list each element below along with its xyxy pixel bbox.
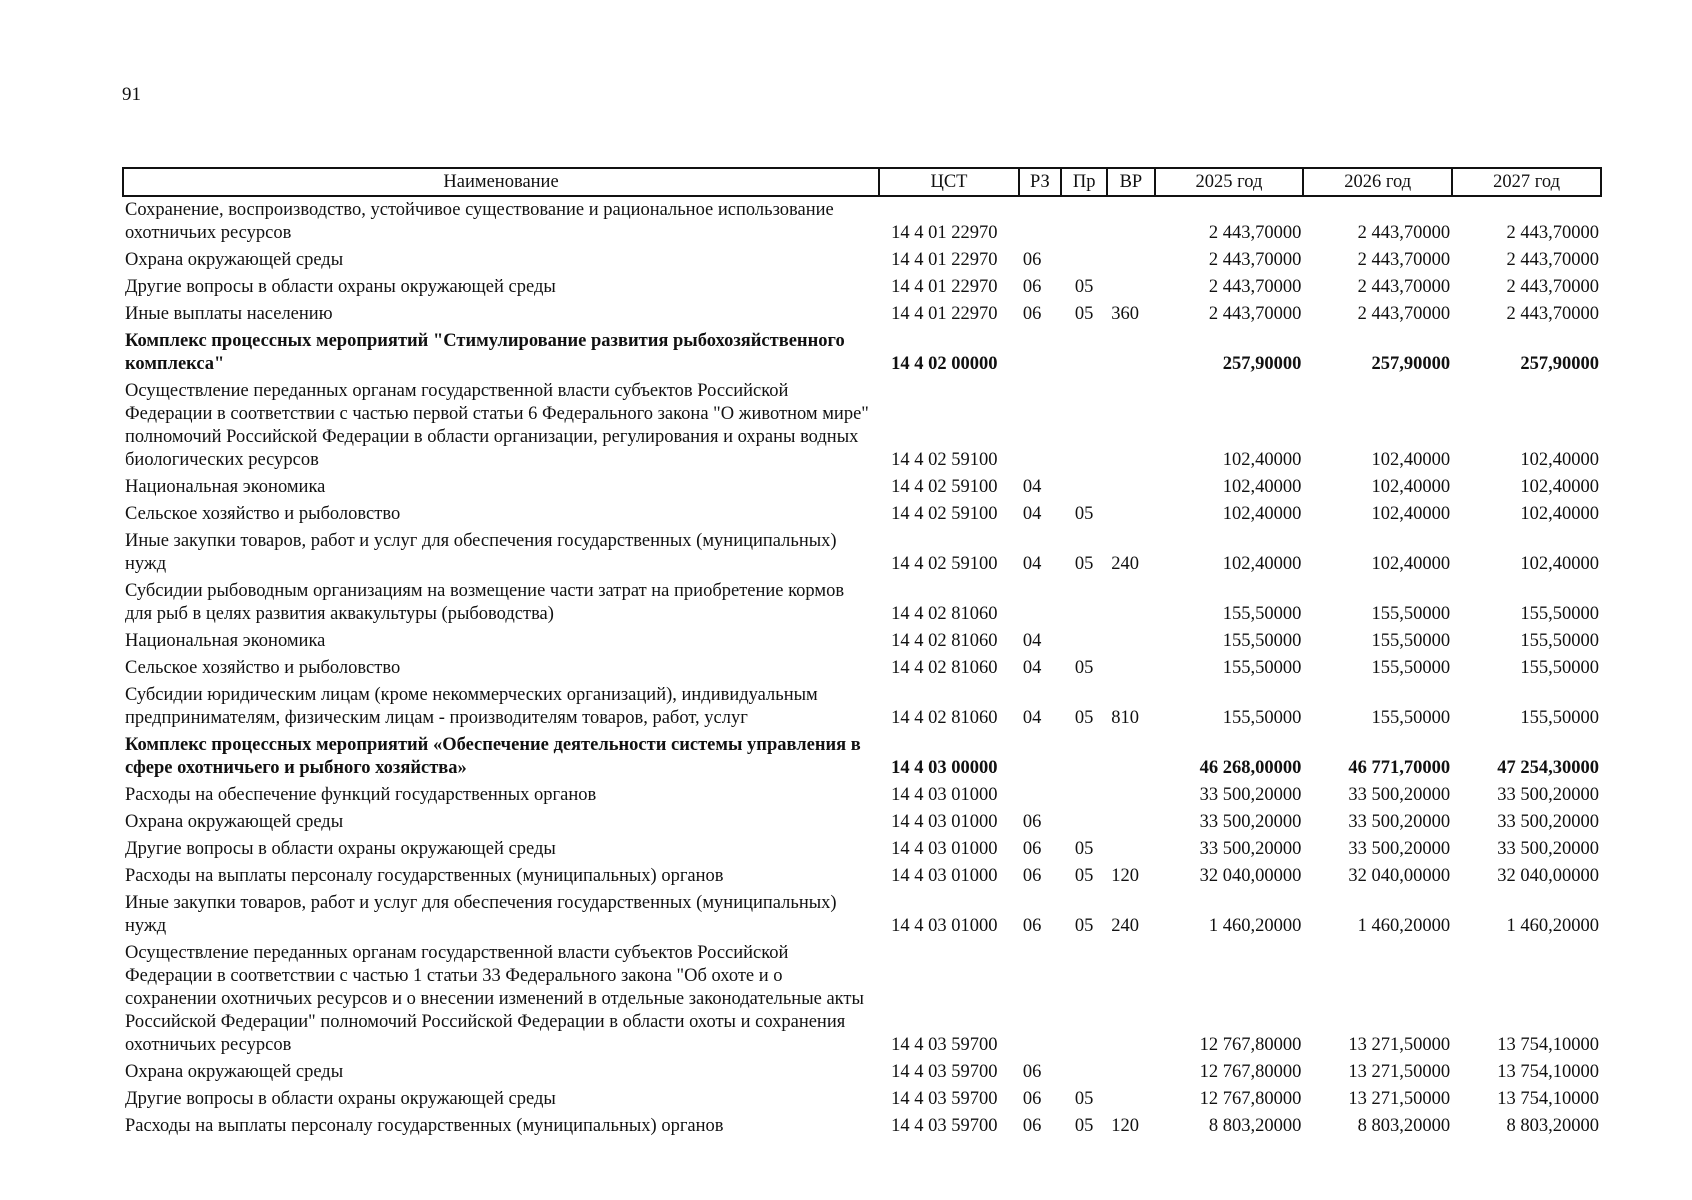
cell-2027: 1 460,20000 <box>1506 916 1599 936</box>
cell-2026: 2 443,70000 <box>1357 304 1451 324</box>
cell-2026: 257,90000 <box>1371 354 1451 374</box>
table-row <box>123 890 1601 940</box>
cell-2027: 102,40000 <box>1520 504 1599 524</box>
cell-rz: 06 <box>1022 1089 1042 1109</box>
header-2026: 2026 год <box>1303 168 1452 196</box>
table-row <box>123 501 1601 528</box>
table-header <box>123 168 1601 196</box>
cell-name: Сельское хозяйство и рыболовство <box>125 504 401 524</box>
cell-2026: 155,50000 <box>1371 708 1451 728</box>
cell-2026: 102,40000 <box>1371 450 1451 470</box>
table-row <box>123 782 1601 809</box>
cell-name: Расходы на обеспечение функций государственных органов <box>125 785 597 805</box>
cell-cst: 14 4 01 22970 <box>891 304 998 324</box>
cell-vr: 120 <box>1111 1116 1140 1136</box>
cell-vr <box>1107 474 1154 501</box>
cell-vr: 120 <box>1111 866 1140 886</box>
cell-vr <box>1107 809 1154 836</box>
cell-2026: 155,50000 <box>1371 631 1451 651</box>
cell-2026: 2 443,70000 <box>1357 250 1451 270</box>
table-row <box>123 1113 1601 1140</box>
cell-cst: 14 4 02 81060 <box>891 658 998 678</box>
cell-pr <box>1061 940 1107 1059</box>
cell-vr: 240 <box>1111 916 1140 936</box>
cell-rz: 04 <box>1022 504 1042 524</box>
header-rz: РЗ <box>1019 168 1061 196</box>
cell-name: Расходы на выплаты персоналу государственных (муниципальных) органов <box>125 1116 724 1136</box>
cell-cst: 14 4 01 22970 <box>891 223 998 243</box>
cell-vr <box>1107 328 1154 378</box>
cell-name: Комплекс процессных мероприятий «Обеспечение деятельности системы управления в сфере охотничьего и рыбного хозяйства» <box>125 735 861 778</box>
table-row <box>123 1086 1601 1113</box>
cell-2027: 155,50000 <box>1520 604 1599 624</box>
table-row <box>123 578 1601 628</box>
table-row <box>123 655 1601 682</box>
cell-pr <box>1061 1059 1107 1086</box>
cell-vr <box>1107 655 1154 682</box>
cell-cst: 14 4 02 59100 <box>891 504 998 524</box>
cell-2025: 46 268,00000 <box>1199 758 1302 778</box>
cell-2025: 12 767,80000 <box>1199 1089 1302 1109</box>
cell-rz: 06 <box>1022 839 1042 859</box>
cell-2025: 2 443,70000 <box>1208 250 1302 270</box>
cell-rz <box>1019 328 1061 378</box>
table-row <box>123 809 1601 836</box>
table-row <box>123 196 1601 247</box>
table-row <box>123 682 1601 732</box>
cell-cst: 14 4 02 81060 <box>891 631 998 651</box>
cell-rz: 04 <box>1022 631 1042 651</box>
table-row <box>123 328 1601 378</box>
cell-2025: 8 803,20000 <box>1208 1116 1302 1136</box>
table-row <box>123 474 1601 501</box>
cell-2026: 13 271,50000 <box>1348 1062 1451 1082</box>
cell-rz: 06 <box>1022 250 1042 270</box>
cell-pr <box>1061 628 1107 655</box>
cell-2026: 2 443,70000 <box>1357 223 1451 243</box>
cell-2027: 32 040,00000 <box>1497 866 1599 886</box>
cell-cst: 14 4 03 01000 <box>891 839 998 859</box>
cell-vr <box>1107 378 1154 474</box>
cell-2026: 1 460,20000 <box>1357 916 1451 936</box>
cell-pr: 05 <box>1074 708 1094 728</box>
cell-2025: 102,40000 <box>1222 477 1302 497</box>
cell-2025: 2 443,70000 <box>1208 223 1302 243</box>
header-cst: ЦСТ <box>879 168 1019 196</box>
cell-2025: 257,90000 <box>1222 354 1302 374</box>
cell-2027: 33 500,20000 <box>1497 785 1599 805</box>
cell-rz: 04 <box>1022 658 1042 678</box>
cell-rz <box>1019 578 1061 628</box>
cell-2025: 155,50000 <box>1222 604 1302 624</box>
cell-vr <box>1107 940 1154 1059</box>
cell-vr <box>1107 836 1154 863</box>
cell-name: Охрана окружающей среды <box>125 1062 344 1082</box>
cell-pr <box>1061 378 1107 474</box>
cell-cst: 14 4 03 01000 <box>891 916 998 936</box>
table-row <box>123 378 1601 474</box>
cell-2025: 102,40000 <box>1222 504 1302 524</box>
cell-2027: 13 754,10000 <box>1497 1035 1599 1055</box>
cell-rz: 04 <box>1022 554 1042 574</box>
table-row <box>123 628 1601 655</box>
cell-cst: 14 4 01 22970 <box>891 250 998 270</box>
cell-vr <box>1107 274 1154 301</box>
cell-2027: 155,50000 <box>1520 631 1599 651</box>
cell-vr <box>1107 196 1154 247</box>
cell-vr <box>1107 501 1154 528</box>
cell-vr: 240 <box>1111 554 1140 574</box>
cell-2027: 13 754,10000 <box>1497 1089 1599 1109</box>
cell-name: Иные закупки товаров, работ и услуг для обеспечения государственных (муниципальных) нужд <box>125 531 837 574</box>
cell-name: Охрана окружающей среды <box>125 812 344 832</box>
cell-cst: 14 4 01 22970 <box>891 277 998 297</box>
cell-2025: 12 767,80000 <box>1199 1035 1302 1055</box>
cell-vr <box>1107 578 1154 628</box>
cell-name: Другие вопросы в области охраны окружающей среды <box>125 839 556 859</box>
cell-rz <box>1019 732 1061 782</box>
cell-name: Расходы на выплаты персоналу государственных (муниципальных) органов <box>125 866 724 886</box>
cell-vr <box>1107 1059 1154 1086</box>
cell-2027: 33 500,20000 <box>1497 839 1599 859</box>
cell-vr: 810 <box>1111 708 1140 728</box>
cell-rz <box>1019 940 1061 1059</box>
cell-pr: 05 <box>1074 1089 1094 1109</box>
cell-2026: 155,50000 <box>1371 604 1451 624</box>
table-row <box>123 940 1601 1059</box>
cell-2025: 2 443,70000 <box>1208 277 1302 297</box>
budget-table-container <box>122 167 1602 1140</box>
table-row <box>123 1059 1601 1086</box>
cell-name: Осуществление переданных органам государственной власти субъектов Российской Федерации в соответствии с частью первой статьи 6 Федерального закона "О животном мире" полномочий Российской Федерации в области организации, регулирования и охраны водных биологических ресурсов <box>125 381 869 470</box>
cell-rz: 06 <box>1022 866 1042 886</box>
cell-pr: 05 <box>1074 1116 1094 1136</box>
cell-2025: 1 460,20000 <box>1208 916 1302 936</box>
cell-pr: 05 <box>1074 504 1094 524</box>
cell-pr: 05 <box>1074 839 1094 859</box>
cell-pr <box>1061 328 1107 378</box>
cell-name: Осуществление переданных органам государственной власти субъектов Российской Федерации в соответствии с частью 1 статьи 33 Федерального закона "Об охоте и о сохранении охотничьих ресурсов и о внесении изменений в отдельные законодательные акты Российской Федерации" полномочий Российской Федерации в области охоты и сохранения охотничьих ресурсов <box>125 943 864 1055</box>
header-2025: 2025 год <box>1155 168 1304 196</box>
cell-pr: 05 <box>1074 554 1094 574</box>
cell-cst: 14 4 03 59700 <box>891 1062 998 1082</box>
table-row <box>123 274 1601 301</box>
cell-2025: 12 767,80000 <box>1199 1062 1302 1082</box>
cell-2027: 257,90000 <box>1520 354 1599 374</box>
cell-vr <box>1107 628 1154 655</box>
cell-2026: 2 443,70000 <box>1357 277 1451 297</box>
cell-2027: 2 443,70000 <box>1506 277 1599 297</box>
cell-2027: 102,40000 <box>1520 554 1599 574</box>
table-row <box>123 863 1601 890</box>
cell-cst: 14 4 03 01000 <box>891 785 998 805</box>
cell-cst: 14 4 02 81060 <box>891 708 998 728</box>
table-row <box>123 732 1601 782</box>
cell-2027: 155,50000 <box>1520 708 1599 728</box>
cell-rz <box>1019 378 1061 474</box>
cell-pr <box>1061 809 1107 836</box>
cell-2025: 155,50000 <box>1222 708 1302 728</box>
page-number: 91 <box>122 84 141 105</box>
cell-2027: 33 500,20000 <box>1497 812 1599 832</box>
cell-2025: 32 040,00000 <box>1199 866 1302 886</box>
cell-rz: 06 <box>1022 916 1042 936</box>
cell-2027: 102,40000 <box>1520 450 1599 470</box>
cell-2027: 102,40000 <box>1520 477 1599 497</box>
cell-2025: 33 500,20000 <box>1199 812 1302 832</box>
cell-pr <box>1061 782 1107 809</box>
cell-vr <box>1107 247 1154 274</box>
cell-pr: 05 <box>1074 304 1094 324</box>
cell-cst: 14 4 03 01000 <box>891 812 998 832</box>
cell-2026: 102,40000 <box>1371 554 1451 574</box>
cell-name: Комплекс процессных мероприятий "Стимулирование развития рыбохозяйственного комплекса" <box>125 331 845 374</box>
cell-rz: 06 <box>1022 277 1042 297</box>
cell-name: Сельское хозяйство и рыболовство <box>125 658 401 678</box>
cell-2026: 155,50000 <box>1371 658 1451 678</box>
cell-name: Субсидии юридическим лицам (кроме некоммерческих организаций), индивидуальным предпринимателям, физическим лицам - производителям товаров, работ, услуг <box>125 685 818 728</box>
cell-2027: 2 443,70000 <box>1506 250 1599 270</box>
cell-2027: 2 443,70000 <box>1506 223 1599 243</box>
cell-2026: 13 271,50000 <box>1348 1089 1451 1109</box>
cell-vr <box>1107 1086 1154 1113</box>
cell-rz: 04 <box>1022 477 1042 497</box>
cell-2025: 155,50000 <box>1222 631 1302 651</box>
budget-table <box>122 167 1602 1140</box>
cell-2025: 102,40000 <box>1222 554 1302 574</box>
cell-2026: 33 500,20000 <box>1348 839 1451 859</box>
cell-2025: 33 500,20000 <box>1199 839 1302 859</box>
cell-name: Сохранение, воспроизводство, устойчивое существование и рациональное использование охотничьих ресурсов <box>125 200 834 243</box>
cell-vr <box>1107 782 1154 809</box>
cell-cst: 14 4 02 00000 <box>891 354 998 374</box>
cell-2026: 8 803,20000 <box>1357 1116 1451 1136</box>
cell-2025: 33 500,20000 <box>1199 785 1302 805</box>
cell-rz: 04 <box>1022 708 1042 728</box>
cell-name: Национальная экономика <box>125 631 326 651</box>
cell-2027: 155,50000 <box>1520 658 1599 678</box>
cell-cst: 14 4 03 59700 <box>891 1089 998 1109</box>
cell-2026: 46 771,70000 <box>1348 758 1451 778</box>
cell-name: Национальная экономика <box>125 477 326 497</box>
cell-cst: 14 4 03 59700 <box>891 1116 998 1136</box>
cell-pr <box>1061 474 1107 501</box>
cell-2026: 13 271,50000 <box>1348 1035 1451 1055</box>
cell-pr: 05 <box>1074 658 1094 678</box>
cell-pr <box>1061 247 1107 274</box>
cell-cst: 14 4 02 81060 <box>891 604 998 624</box>
cell-vr <box>1107 732 1154 782</box>
cell-cst: 14 4 02 59100 <box>891 477 998 497</box>
cell-rz <box>1019 196 1061 247</box>
header-2027: 2027 год <box>1452 168 1601 196</box>
table-row <box>123 247 1601 274</box>
cell-pr: 05 <box>1074 916 1094 936</box>
cell-vr: 360 <box>1111 304 1140 324</box>
cell-pr <box>1061 732 1107 782</box>
cell-pr: 05 <box>1074 866 1094 886</box>
header-row <box>123 168 1601 196</box>
table-row <box>123 301 1601 328</box>
cell-2026: 33 500,20000 <box>1348 812 1451 832</box>
cell-rz: 06 <box>1022 304 1042 324</box>
cell-name: Охрана окружающей среды <box>125 250 344 270</box>
header-pr: Пр <box>1061 168 1107 196</box>
cell-2026: 33 500,20000 <box>1348 785 1451 805</box>
cell-2025: 2 443,70000 <box>1208 304 1302 324</box>
cell-name: Субсидии рыбоводным организациям на возмещение части затрат на приобретение кормов для рыб в целях развития аквакультуры (рыбоводства) <box>125 581 845 624</box>
cell-pr <box>1061 578 1107 628</box>
cell-rz: 06 <box>1022 1062 1042 1082</box>
cell-name: Другие вопросы в области охраны окружающей среды <box>125 277 556 297</box>
cell-cst: 14 4 02 59100 <box>891 450 998 470</box>
table-row <box>123 528 1601 578</box>
cell-2026: 32 040,00000 <box>1348 866 1451 886</box>
cell-pr <box>1061 196 1107 247</box>
cell-2027: 8 803,20000 <box>1506 1116 1599 1136</box>
header-vr: ВР <box>1107 168 1154 196</box>
cell-2027: 2 443,70000 <box>1506 304 1599 324</box>
cell-2025: 102,40000 <box>1222 450 1302 470</box>
header-name: Наименование <box>123 168 879 196</box>
cell-cst: 14 4 03 59700 <box>891 1035 998 1055</box>
cell-2026: 102,40000 <box>1371 504 1451 524</box>
cell-cst: 14 4 03 01000 <box>891 866 998 886</box>
cell-name: Другие вопросы в области охраны окружающей среды <box>125 1089 556 1109</box>
cell-cst: 14 4 03 00000 <box>891 758 998 778</box>
cell-pr: 05 <box>1074 277 1094 297</box>
cell-rz <box>1019 782 1061 809</box>
cell-rz: 06 <box>1022 1116 1042 1136</box>
cell-2026: 102,40000 <box>1371 477 1451 497</box>
cell-cst: 14 4 02 59100 <box>891 554 998 574</box>
cell-name: Иные выплаты населению <box>125 304 333 324</box>
cell-name: Иные закупки товаров, работ и услуг для обеспечения государственных (муниципальных) нужд <box>125 893 837 936</box>
cell-2027: 13 754,10000 <box>1497 1062 1599 1082</box>
cell-2025: 155,50000 <box>1222 658 1302 678</box>
table-row <box>123 836 1601 863</box>
cell-2027: 47 254,30000 <box>1497 758 1599 778</box>
table-body <box>123 196 1601 1140</box>
cell-rz: 06 <box>1022 812 1042 832</box>
